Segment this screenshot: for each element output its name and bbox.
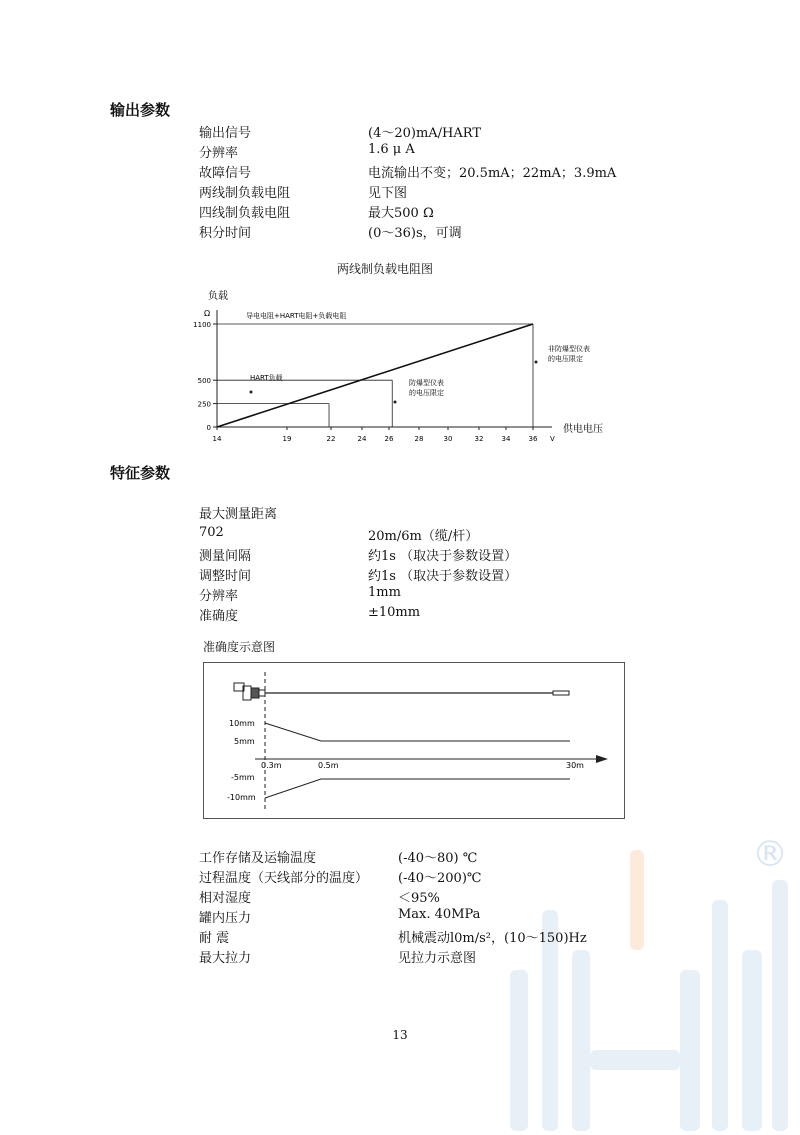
label-30m: 30m: [566, 761, 584, 770]
x-tick-label: 14: [212, 435, 222, 443]
ex-annotation-line1: 防爆型仪表: [409, 379, 444, 387]
output-param-label: 输出信号: [199, 126, 252, 141]
hart-annotation: HART负载: [250, 374, 283, 382]
feature-param-label: 702: [199, 525, 224, 540]
feature-param-row: [0, 525, 800, 543]
feature-param-value: 20m/6m（缆/杆）: [368, 529, 479, 544]
ex-annotation-line2: 的电压限定: [409, 389, 444, 397]
feature-param-value: 约1s （取决于参数设置）: [368, 569, 518, 584]
feature-param-row: [0, 545, 800, 563]
x-axis-title: 供电电压: [563, 424, 603, 435]
non-ex-marker: [535, 361, 538, 364]
feature-param-value: ±10mm: [368, 605, 421, 620]
x-tick-label: 34: [501, 435, 511, 443]
env-param-label: 最大拉力: [199, 951, 252, 966]
feature-param-value: 1mm: [368, 585, 401, 600]
env-param-value: 见拉力示意图: [398, 951, 477, 966]
env-param-value: (-40～80) ℃: [398, 851, 478, 866]
label-minus5mm: -5mm: [231, 773, 255, 782]
feature-param-row: [0, 565, 800, 583]
env-param-row: [0, 847, 800, 865]
label-minus10mm: -10mm: [227, 793, 256, 802]
output-param-row: [0, 122, 800, 140]
page-number: 13: [392, 1028, 408, 1042]
env-param-row: [0, 947, 800, 965]
env-param-label: 过程温度（天线部分的温度）: [199, 871, 369, 886]
env-param-row: [0, 927, 800, 945]
output-param-label: 分辨率: [199, 146, 239, 161]
y-axis-title: 负载: [208, 291, 228, 302]
feature-param-row: [0, 585, 800, 603]
formula-annotation: 导电电阻+HART电阻+负载电阻: [246, 312, 347, 320]
y-tick-label: 1100: [193, 321, 211, 329]
output-param-label: 两线制负载电阻: [199, 186, 291, 201]
output-param-row: [0, 182, 800, 200]
max-distance-subheading: 最大测量距离: [199, 507, 278, 522]
non-ex-annotation-line2: 的电压限定: [548, 355, 583, 363]
label-0-3m: 0.3m: [261, 761, 282, 770]
output-param-value: 电流输出不变；20.5mA；22mA；3.9mA: [368, 166, 617, 181]
y-tick-label: 500: [197, 377, 211, 386]
env-param-label: 罐内压力: [199, 911, 252, 926]
feature-param-value: 约1s （取决于参数设置）: [368, 549, 518, 564]
env-param-label: 耐 震: [199, 931, 230, 946]
feature-param-label: 调整时间: [199, 569, 252, 584]
feature-param-label: 测量间隔: [199, 549, 252, 564]
output-param-row: [0, 202, 800, 220]
x-unit-label: V: [550, 435, 555, 443]
x-tick-label: 24: [357, 435, 367, 443]
output-param-row: [0, 142, 800, 160]
label-0-5m: 0.5m: [318, 761, 339, 770]
output-param-label: 积分时间: [199, 226, 252, 241]
output-param-label: 四线制负载电阻: [199, 206, 291, 221]
label-5mm: 5mm: [234, 737, 255, 746]
env-param-row: [0, 887, 800, 905]
probe-icon: [234, 683, 569, 700]
output-section-heading: 输出参数: [110, 101, 171, 119]
output-param-row: [0, 162, 800, 180]
label-10mm: 10mm: [229, 719, 255, 728]
feature-param-label: 准确度: [199, 609, 239, 624]
hart-marker: [250, 391, 253, 394]
ex-marker: [394, 401, 397, 404]
registered-mark: ®: [752, 834, 788, 875]
output-param-value: 最大500 Ω: [368, 206, 434, 221]
output-param-row: [0, 222, 800, 240]
env-param-value: ＜95%: [398, 891, 440, 906]
accuracy-diagram-title: 准确度示意图: [203, 640, 276, 654]
env-param-value: Max. 40MPa: [398, 907, 481, 922]
load-resistance-chart: [180, 280, 620, 450]
env-param-row: [0, 867, 800, 885]
output-param-value: (0～36)s，可调: [368, 226, 462, 241]
env-param-value: (-40～200)℃: [398, 871, 482, 886]
y-unit-label: Ω: [204, 309, 211, 318]
feature-param-label: 分辨率: [199, 589, 239, 604]
y-tick-label: 0: [206, 424, 211, 432]
non-ex-annotation-line1: 非防爆型仪表: [548, 345, 590, 353]
x-tick-label: 28: [414, 435, 424, 443]
x-tick-label: 32: [474, 435, 484, 443]
env-param-label: 工作存储及运输温度: [199, 851, 317, 866]
x-tick-label: 19: [282, 435, 292, 443]
env-param-label: 相对湿度: [199, 891, 252, 906]
x-tick-label: 26: [384, 435, 394, 443]
output-param-value: 1.6 μ A: [368, 142, 415, 157]
env-param-row: [0, 907, 800, 925]
load-chart-title: 两线制负载电阻图: [336, 262, 433, 276]
env-param-value: 机械震动l0m/s²，(10～150)Hz: [398, 931, 587, 946]
accuracy-diagram: [203, 662, 625, 819]
x-tick-label: 30: [443, 435, 453, 443]
output-param-value: (4～20)mA/HART: [368, 126, 482, 141]
output-param-label: 故障信号: [199, 166, 252, 181]
feature-param-row: [0, 605, 800, 623]
y-tick-label: 250: [197, 400, 211, 409]
x-tick-label: 36: [528, 435, 538, 443]
x-tick-label: 22: [326, 435, 336, 443]
output-param-value: 见下图: [368, 186, 408, 201]
feature-section-heading: 特征参数: [110, 464, 171, 482]
